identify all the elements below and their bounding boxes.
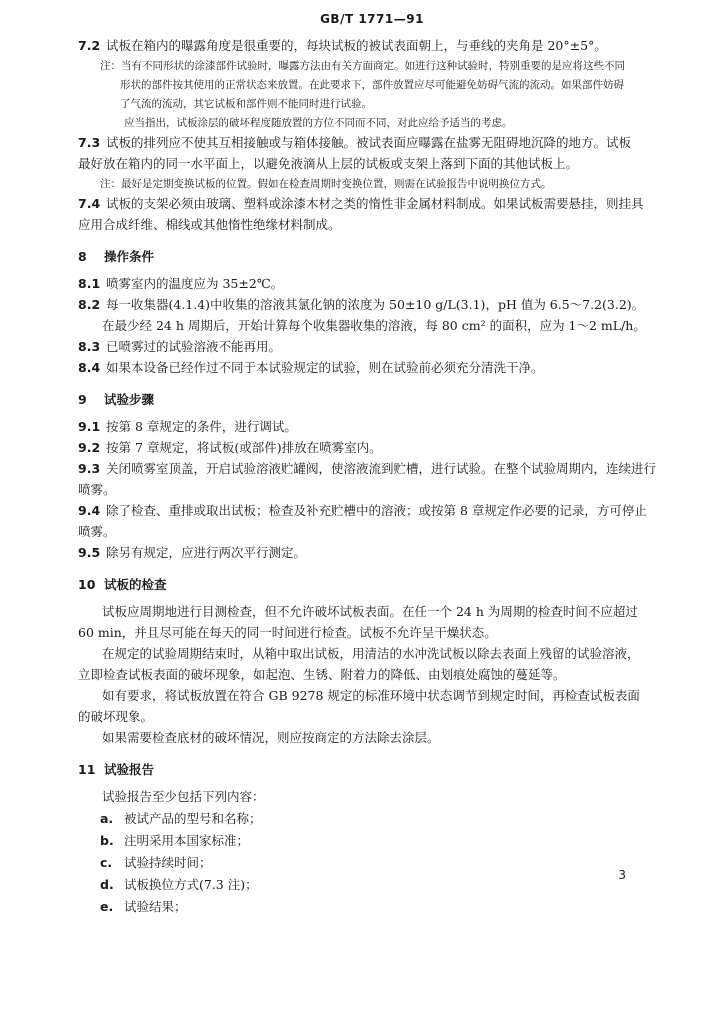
clause-paragraph: [78, 194, 666, 214]
note-continuation: 应当指出，试板涂层的破坏程度随放置的方位不同而不同，对此应给予适当的考虑。: [124, 117, 513, 129]
clause-number: 9.4: [78, 503, 101, 518]
standard-code-header: GB/T 1771—91: [320, 12, 424, 26]
report-list-item: [100, 830, 666, 852]
clause-text: 喷雾室内的温度应为 35±2℃。: [106, 276, 284, 291]
report-list-item: [100, 852, 666, 874]
clause-text: 除了检查、重排或取出试板；检查及补充贮槽中的溶液；或按第 8 章规定作必要的记录，方可停止: [106, 503, 647, 518]
clause-paragraph: [78, 438, 666, 458]
clause-text: 如果本设备已经作过不同于本试验规定的试验，则在试验前必须充分清洗干净。: [106, 360, 544, 375]
clause-paragraph: [78, 133, 666, 153]
indented-paragraph: 试验报告至少包括下列内容：: [102, 789, 265, 804]
indented-paragraph: 在规定的试验周期结束时，从箱中取出试板，用清洁的水冲洗试板以除去表面上残留的试验溶液，: [102, 646, 640, 661]
clause-number: 8.3: [78, 339, 101, 354]
page-number: 3: [618, 868, 626, 882]
section-title: 试板的检查: [104, 577, 167, 592]
report-list-item: [100, 874, 666, 896]
clause-number: 8.1: [78, 276, 101, 291]
list-label: a.: [100, 811, 114, 826]
note-continuation: 了气流的流动，其它试板和部件则不能同时进行试验。: [120, 98, 372, 110]
clause-text: 除另有规定，应进行两次平行测定。: [106, 545, 307, 560]
section-title: 操作条件: [104, 249, 155, 264]
list-label: e.: [100, 899, 114, 914]
clause-text: 每一收集器(4.1.4)中收集的溶液其氯化钠的浓度为 50±10 g/L(3.1)，pH 值为 6.5～7.2(3.2)。: [106, 297, 645, 312]
section-title: 试验步骤: [104, 392, 155, 407]
clause-number: 9.2: [78, 440, 101, 455]
document-body: [78, 36, 666, 918]
section-heading: [78, 575, 666, 593]
paragraph-continuation: 应用合成纤维、棉线或其他惰性绝缘材料制成。: [78, 217, 341, 232]
section-number: 9: [78, 392, 87, 407]
note-text: 注：最好是定期变换试板的位置。假如在检查周期时变换位置，则需在试验报告中说明换位方式。: [100, 178, 552, 190]
list-text: 试板换位方式(7.3 注)；: [124, 877, 258, 892]
paragraph-continuation: 的破坏现象。: [78, 709, 154, 724]
clause-paragraph: [78, 358, 666, 378]
clause-text: 关闭喷雾室顶盖，开启试验溶液贮罐阀，使溶液流到贮槽，进行试验。在整个试验周期内，连续进行: [106, 461, 657, 476]
paragraph-continuation: 立即检查试板表面的破坏现象，如起泡、生锈、附着力的降低、由划痕处腐蚀的蔓延等。: [78, 667, 566, 682]
list-label: b.: [100, 833, 114, 848]
section-number: 11: [78, 762, 96, 777]
report-list-item: [100, 808, 666, 830]
section-number: 10: [78, 577, 96, 592]
clause-number: 9.5: [78, 545, 101, 560]
clause-number: 7.4: [78, 196, 101, 211]
paragraph-continuation: 喷雾。: [78, 482, 116, 497]
clause-paragraph: [78, 295, 666, 315]
list-text: 试验结果；: [124, 899, 187, 914]
clause-number: 8.4: [78, 360, 101, 375]
section-number: 8: [78, 249, 87, 264]
list-label: c.: [100, 855, 113, 870]
indented-paragraph: 试板应周期地进行目测检查，但不允许破坏试板表面。在任一个 24 h 为周期的检查时间不应超过: [102, 604, 638, 619]
clause-number: 7.3: [78, 135, 101, 150]
clause-text: 试板在箱内的曝露角度是很重要的，每块试板的被试表面朝上，与垂线的夹角是 20°±5°。: [106, 38, 607, 53]
clause-paragraph: [78, 274, 666, 294]
note-continuation: 形状的部件按其使用的正常状态来放置。在此要求下，部件放置应尽可能避免妨碍气流的流动。如果部件妨碍: [120, 79, 624, 91]
report-list-item: [100, 896, 666, 918]
indented-paragraph: 如有要求，将试板放置在符合 GB 9278 规定的标准环境中状态调节到规定时间，再检查试板表面: [102, 688, 640, 703]
section-heading: [78, 247, 666, 265]
list-text: 试验持续时间；: [124, 855, 212, 870]
clause-text: 按第 7 章规定，将试板(或部件)排放在喷雾室内。: [106, 440, 382, 455]
clause-text: 已喷雾过的试验溶液不能再用。: [106, 339, 282, 354]
note-text: 注：当有不同形状的涂漆部件试验时，曝露方法由有关方面商定。如进行这种试验时，特别重要的是应将这些不同: [100, 60, 625, 72]
list-text: 被试产品的型号和名称；: [124, 811, 262, 826]
clause-text: 按第 8 章规定的条件，进行调试。: [106, 419, 297, 434]
clause-text: 试板的排列应不使其互相接触或与箱体接触。被试表面应曝露在盐雾无阻碍地沉降的地方。试板: [106, 135, 632, 150]
indented-paragraph: 在最少经 24 h 周期后，开始计算每个收集器收集的溶液，每 80 cm² 的面积，应为 1～2 mL/h。: [102, 318, 646, 333]
paragraph-continuation: 喷雾。: [78, 524, 116, 539]
paragraph-continuation: 60 min，并且尽可能在每天的同一时间进行检查。试板不允许呈干燥状态。: [78, 625, 497, 640]
clause-paragraph: [78, 459, 666, 479]
clause-paragraph: [78, 36, 666, 56]
clause-text: 试板的支架必须由玻璃、塑料或涂漆木材之类的惰性非金属材料制成。如果试板需要悬挂，则挂具: [106, 196, 644, 211]
clause-number: 7.2: [78, 38, 101, 53]
clause-paragraph: [78, 337, 666, 357]
clause-paragraph: [78, 543, 666, 563]
clause-number: 8.2: [78, 297, 101, 312]
list-text: 注明采用本国家标准；: [124, 833, 250, 848]
clause-paragraph: [78, 417, 666, 437]
clause-number: 9.3: [78, 461, 101, 476]
section-heading: [78, 760, 666, 778]
clause-number: 9.1: [78, 419, 101, 434]
section-heading: [78, 390, 666, 408]
section-title: 试验报告: [104, 762, 155, 777]
list-label: d.: [100, 877, 114, 892]
clause-paragraph: [78, 501, 666, 521]
paragraph-continuation: 最好放在箱内的同一水平面上，以避免液滴从上层的试板或支架上落到下面的其他试板上。: [78, 156, 579, 171]
indented-paragraph: 如果需要检查底材的破坏情况，则应按商定的方法除去涂层。: [102, 730, 440, 745]
